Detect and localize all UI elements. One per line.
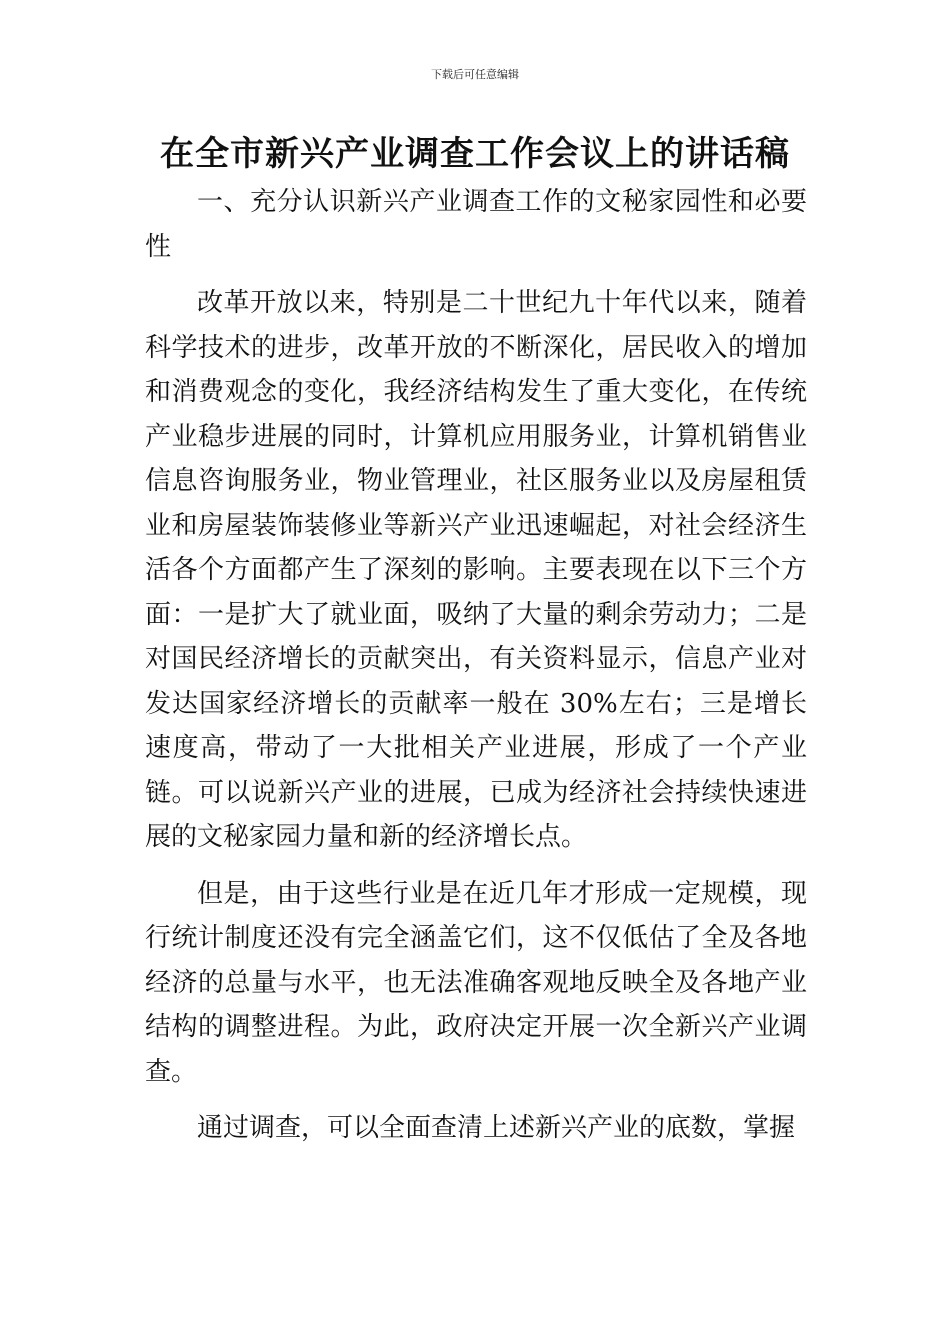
paragraph: 改革开放以来，特别是二十世纪九十年代以来，随着科学技术的进步，改革开放的不断深化，居民收入的增加和消费观念的变化，我经济结构发生了重大变化，在传统产业稳步进展的同时，计算机应用服务业，计算机销售业信息咨询服务业，物业管理业，社区服务业以及房屋租赁业和房屋装饰装修业等新兴产业迅速崛起，对社会经济生活各个方面都产生了深刻的影响。主要表现在以下三个方面：一是扩大了就业面，吸纳了大量的剩余劳动力；二是对国民经济增长的贡献突出，有关资料显示，信息产业对发达国家经济增长的贡献率一般在 30%左右；三是增长速度高，带动了一大批相关产业进展，形成了一个产业链。可以说新兴产业的进展，已成为经济社会持续快速进展的文秘家园力量和新的经济增长点。 <box>145 288 807 852</box>
paragraph: 但是，由于这些行业是在近几年才形成一定规模，现行统计制度还没有完全涵盖它们，这不仅低估了全及各地经济的总量与水平，也无法准确客观地反映全及各地产业结构的调整进程。为此，政府决定开展一次全新兴产业调查。 <box>145 878 807 1087</box>
section-heading: 一、充分认识新兴产业调查工作的文秘家园性和必要性 <box>145 187 807 262</box>
document-body <box>145 180 807 1151</box>
document-title: 在全市新兴产业调查工作会议上的讲话稿 <box>160 134 790 174</box>
paragraph: 通过调查，可以全面查清上述新兴产业的底数，掌握 <box>197 1113 796 1143</box>
header-note: 下载后可任意编辑 <box>431 68 519 81</box>
